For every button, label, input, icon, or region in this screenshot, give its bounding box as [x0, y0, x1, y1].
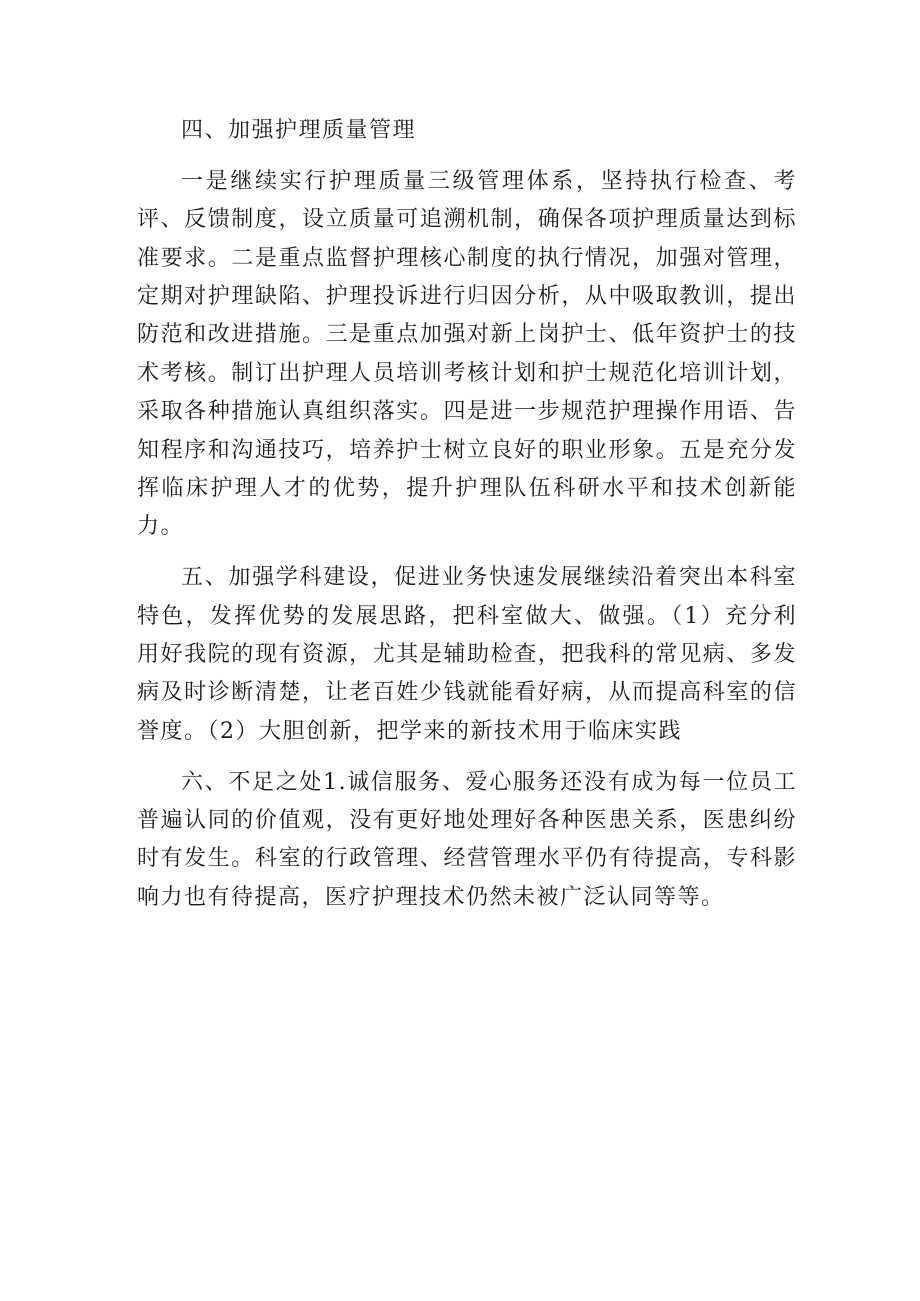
section-heading-quality-management: 四、加强护理质量管理	[181, 118, 417, 143]
paragraph-discipline-construction: 五、加强学科建设，促进业务快速发展继续沿着突出本科室特色，发挥优势的发展思路，把科室做大、做强。（1）充分利用好我院的现有资源，尤其是辅助检查，把我科的常见病、多发病及时诊断清楚，让老百姓少钱就能看好病，从而提高科室的信誉度。（2）大胆创新，把学来的新技术用于临床实践	[137, 565, 797, 744]
paragraph-shortcomings: 六、不足之处1.诚信服务、爱心服务还没有成为每一位员工普遍认同的价值观，没有更好地处理好各种医患关系，医患纠纷时有发生。科室的行政管理、经营管理水平仍有待提高，专科影响力也有待提高，医疗护理技术仍然未被广泛认同等等。	[137, 769, 797, 910]
document-body	[137, 112, 797, 930]
paragraph-quality-management: 一是继续实行护理质量三级管理体系，坚持执行检查、考评、反馈制度，设立质量可追溯机制，确保各项护理质量达到标准要求。二是重点监督护理核心制度的执行情况，加强对管理，定期对护理缺陷、护理投诉进行归因分析，从中吸取教训，提出防范和改进措施。三是重点加强对新上岗护士、低年资护士的技术考核。制订出护理人员培训考核计划和护士规范化培训计划，采取各种措施认真组织落实。四是进一步规范护理操作用语、告知程序和沟通技巧，培养护士树立良好的职业形象。五是充分发挥临床护理人才的优势，提升护理队伍科研水平和技术创新能力。	[137, 168, 797, 540]
